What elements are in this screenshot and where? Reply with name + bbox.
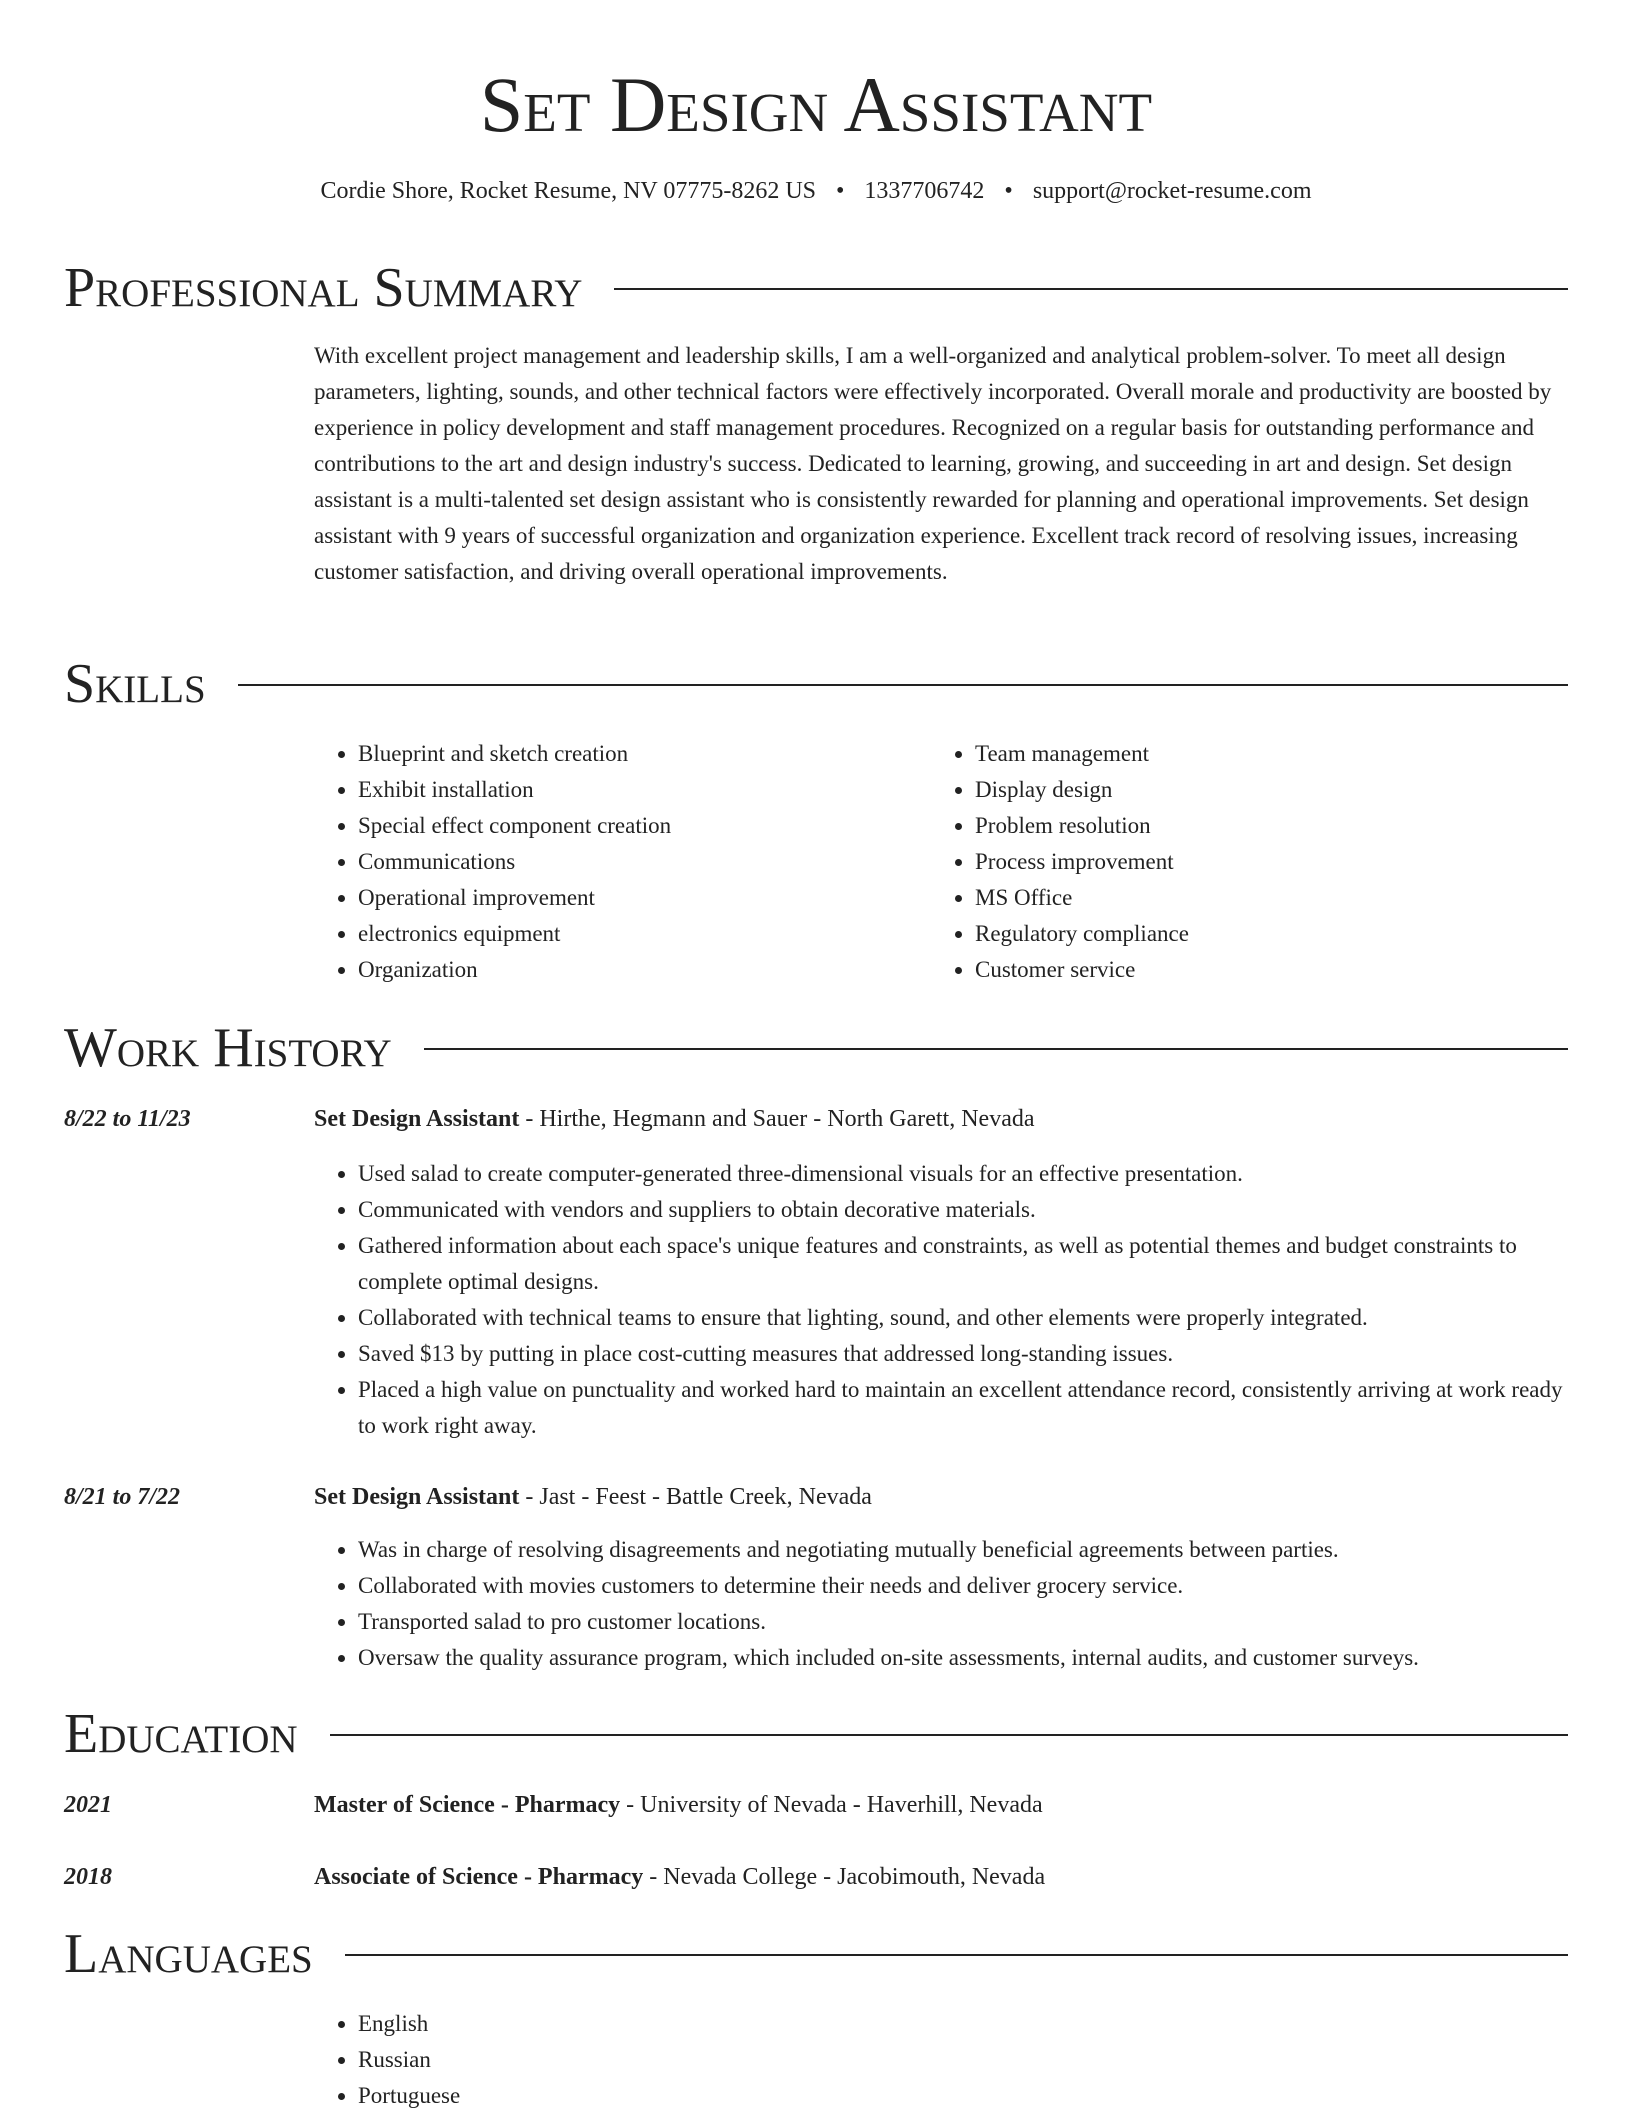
education-degree: Associate of Science - Pharmacy <box>314 1864 644 1890</box>
job-employer: - Jast - Feest - Battle Creek, Nevada <box>519 1484 872 1510</box>
education-year: 2021 <box>64 1792 112 1818</box>
education-school: - University of Nevada - Haverhill, Nevada <box>620 1792 1043 1818</box>
job-duty: • Collaborated with movies customers to determine their needs and deliver grocery service. <box>358 1568 1568 1604</box>
job-duty: • Communicated with vendors and suppliers to obtain decorative materials. <box>358 1192 1568 1228</box>
skill-item: • Regulatory compliance <box>975 916 1531 952</box>
job-duties <box>314 1532 1568 1676</box>
education-school: - Nevada College - Jacobimouth, Nevada <box>643 1864 1046 1890</box>
section-divider <box>238 684 1568 686</box>
contact-separator: • <box>836 178 845 204</box>
skills-column-right <box>931 736 1531 988</box>
skill-item: • Organization <box>358 952 914 988</box>
section-title: Education <box>64 1703 298 1765</box>
section-header-education <box>64 1702 1568 1766</box>
section-title: Languages <box>64 1923 313 1985</box>
skill-item: • electronics equipment <box>358 916 914 952</box>
job-duty: • Saved $13 by putting in place cost-cutting measures that addressed long-standing issues. <box>358 1336 1568 1372</box>
skill-item: • Display design <box>975 772 1531 808</box>
skill-item: • Problem resolution <box>975 808 1531 844</box>
skill-item: • Exhibit installation <box>358 772 914 808</box>
job-heading <box>314 1480 872 1514</box>
section-title: Skills <box>64 653 206 715</box>
resume-name: Set Design Assistant <box>479 61 1153 148</box>
skills-column-left <box>314 736 914 988</box>
job-duty: • Used salad to create computer-generated three-dimensional visuals for an effective presentation. <box>358 1156 1568 1192</box>
section-title: Professional Summary <box>64 257 583 319</box>
language-item: • Portuguese <box>358 2078 1568 2114</box>
education-year: 2018 <box>64 1864 112 1890</box>
contact-line <box>0 174 1632 208</box>
section-divider <box>614 288 1568 290</box>
education-heading <box>314 1860 1045 1894</box>
education-heading <box>314 1788 1043 1822</box>
section-header-summary <box>64 256 1568 320</box>
section-header-work <box>64 1016 1568 1080</box>
job-duties <box>314 1156 1568 1444</box>
section-divider <box>345 1954 1568 1956</box>
job-dates: 8/22 to 11/23 <box>64 1106 191 1132</box>
skill-item: • MS Office <box>975 880 1531 916</box>
section-divider <box>330 1734 1568 1736</box>
job-duty: • Oversaw the quality assurance program, which included on-site assessments, internal audits, and customer surveys. <box>358 1640 1568 1676</box>
section-title: Work History <box>64 1017 392 1079</box>
skill-item: • Team management <box>975 736 1531 772</box>
contact-address: Cordie Shore, Rocket Resume, NV 07775-8262 US <box>320 178 816 204</box>
section-divider <box>424 1048 1568 1050</box>
skill-item: • Operational improvement <box>358 880 914 916</box>
job-duty: • Collaborated with technical teams to ensure that lighting, sound, and other elements were properly integrated. <box>358 1300 1568 1336</box>
job-dates: 8/21 to 7/22 <box>64 1484 181 1510</box>
languages-list <box>314 2006 1568 2114</box>
contact-email: support@rocket-resume.com <box>1032 178 1312 204</box>
job-duty: • Transported salad to pro customer locations. <box>358 1604 1568 1640</box>
contact-separator: • <box>1004 178 1013 204</box>
contact-phone: 1337706742 <box>864 178 985 204</box>
job-employer: - Hirthe, Hegmann and Sauer - North Garett, Nevada <box>519 1106 1035 1132</box>
language-item: • Russian <box>358 2042 1568 2078</box>
job-duty: • Placed a high value on punctuality and worked hard to maintain an excellent attendance record, consistently arriving at work ready to work right away. <box>358 1372 1568 1444</box>
job-title: Set Design Assistant <box>314 1106 520 1132</box>
language-item: • English <box>358 2006 1568 2042</box>
skill-item: • Special effect component creation <box>358 808 914 844</box>
education-degree: Master of Science - Pharmacy <box>314 1792 621 1818</box>
skill-item: • Communications <box>358 844 914 880</box>
section-header-skills <box>64 652 1568 716</box>
skill-item: • Process improvement <box>975 844 1531 880</box>
summary-text: With excellent project management and leadership skills, I am a well-organized and analytical problem-solver. To meet all design parameters, lighting, sounds, and other technical factors were effectively incorporated. Overall morale and productivity are boosted by experience in policy development and staff management procedures. Recognized on a regular basis for outstanding performance and contributions to the art and design industry's success. Dedicated to learning, growing, and succeeding in art and design. Set design assistant is a multi-talented set design assistant who is consistently rewarded for planning and operational improvements. Set design assistant with 9 years of successful organization and organization experience. Excellent track record of resolving issues, increasing customer satisfaction, and driving overall operational improvements. <box>314 343 1552 584</box>
skill-item: • Customer service <box>975 952 1531 988</box>
job-duty: • Gathered information about each space's unique features and constraints, as well as potential themes and budget constraints to complete optimal designs. <box>358 1228 1568 1300</box>
skill-item: • Blueprint and sketch creation <box>358 736 914 772</box>
section-header-languages <box>64 1922 1568 1986</box>
job-duty: • Was in charge of resolving disagreements and negotiating mutually beneficial agreements between parties. <box>358 1532 1568 1568</box>
job-heading <box>314 1102 1035 1136</box>
job-title: Set Design Assistant <box>314 1484 520 1510</box>
